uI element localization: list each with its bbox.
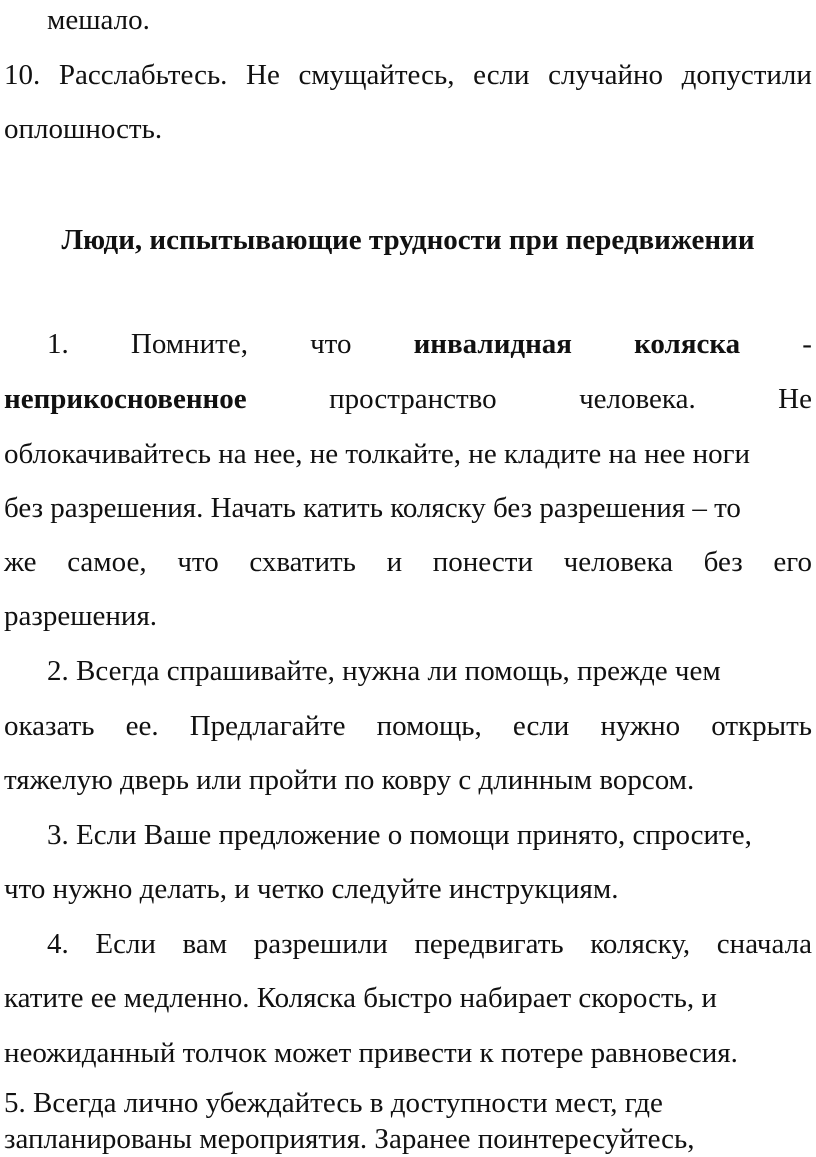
item-5-line-2: запланированы мероприятия. Заранее поинтересуйтесь, xyxy=(4,1123,695,1155)
item-5-line-1: 5. Всегда лично убеждайтесь в доступности мест, где xyxy=(4,1087,663,1119)
word: Расслабьтесь. xyxy=(58,59,228,91)
item-1-line-3: облокачивайтесь на нее, не толкайте, не кладите на нее ноги xyxy=(4,438,751,470)
word: самое, xyxy=(67,546,147,578)
intro-line-1: мешало. xyxy=(47,4,150,36)
word: и xyxy=(386,546,403,578)
item-10-line-1 xyxy=(4,57,812,93)
bold-term: коляска xyxy=(634,328,741,360)
word: 4. xyxy=(47,928,69,960)
item-1-line-5 xyxy=(4,544,812,580)
word: его xyxy=(773,546,812,578)
item-4-line-1 xyxy=(47,926,812,962)
item-4-line-2: катите ее медленно. Коляска быстро набирает скорость, и xyxy=(4,982,717,1014)
item-3-line-2: что нужно делать, и четко следуйте инструкциям. xyxy=(4,873,619,905)
word: - xyxy=(802,328,812,360)
item-2-line-3: тяжелую дверь или пройти по ковру с длинным ворсом. xyxy=(4,764,695,796)
item-10-line-2: оплошность. xyxy=(4,113,163,145)
section-title: Люди, испытывающие трудности при передвижении xyxy=(61,224,755,256)
word: допустили xyxy=(681,59,812,91)
word: же xyxy=(4,546,37,578)
word: помощь, xyxy=(376,710,482,742)
word: если xyxy=(473,59,530,91)
item-1-line-6: разрешения. xyxy=(4,600,158,632)
word: человека xyxy=(563,546,673,578)
item-1-line-2 xyxy=(4,381,812,417)
item-2-line-1: 2. Всегда спрашивайте, нужна ли помощь, прежде чем xyxy=(47,655,721,687)
item-3-line-1: 3. Если Ваше предложение о помощи принято, спросите, xyxy=(47,819,752,851)
word: если xyxy=(512,710,570,742)
word: Не xyxy=(778,383,812,415)
word: что xyxy=(310,328,352,360)
word: открыть xyxy=(711,710,812,742)
item-1-line-1 xyxy=(47,326,812,362)
word: понести xyxy=(432,546,533,578)
word: без xyxy=(703,546,743,578)
word: разрешили xyxy=(253,928,388,960)
word: передвигать xyxy=(414,928,564,960)
word: коляску, xyxy=(590,928,691,960)
word: Если xyxy=(95,928,156,960)
word: вам xyxy=(182,928,228,960)
word: что xyxy=(177,546,219,578)
word: человека. xyxy=(579,383,696,415)
word: схватить xyxy=(249,546,356,578)
bold-term: инвалидная xyxy=(413,328,572,360)
word: смущайтесь, xyxy=(298,59,455,91)
word: Не xyxy=(246,59,280,91)
item-2-line-2 xyxy=(4,708,812,744)
word: нужно xyxy=(600,710,681,742)
word: Помните, xyxy=(130,328,248,360)
bold-term: неприкосновенное xyxy=(4,383,247,415)
word: оказать xyxy=(4,710,95,742)
word: ее. xyxy=(125,710,159,742)
word: 10. xyxy=(4,59,41,91)
word: пространство xyxy=(329,383,497,415)
word: случайно xyxy=(548,59,663,91)
word: Предлагайте xyxy=(189,710,346,742)
item-1-line-4: без разрешения. Начать катить коляску без разрешения – то xyxy=(4,492,741,524)
item-4-line-3: неожиданный толчок может привести к потере равновесия. xyxy=(4,1037,738,1069)
word: сначала xyxy=(716,928,812,960)
word: 1. xyxy=(47,328,69,360)
